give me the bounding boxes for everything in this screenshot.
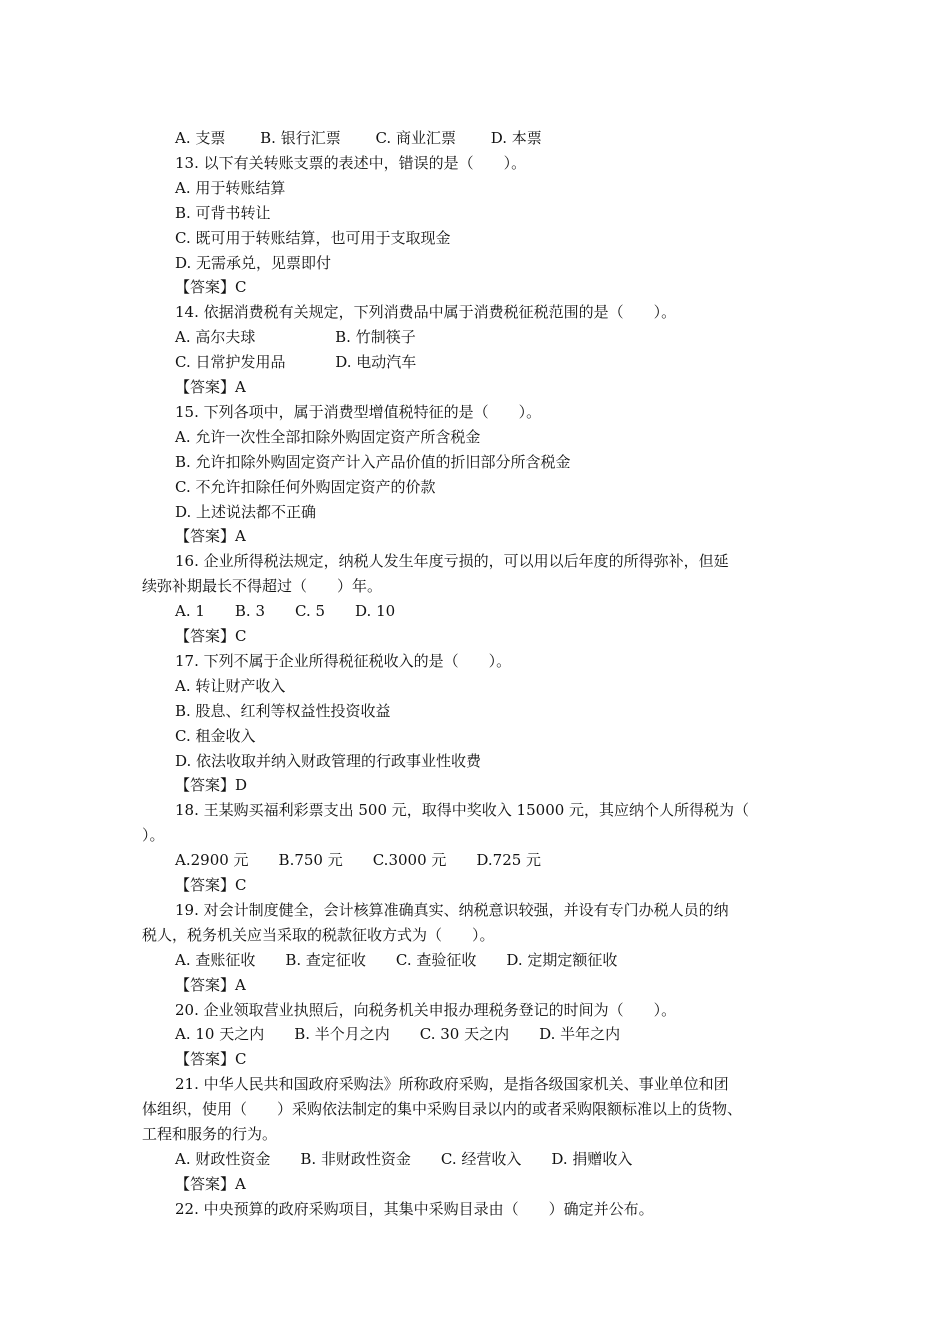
question-line: 21. 中华人民共和国政府采购法》所称政府采购，是指各级国家机关、事业单位和团 — [175, 1075, 729, 1094]
option-line: A.2900 元 B.750 元 C.3000 元 D.725 元 — [175, 851, 542, 870]
answer-line: 【答案】C — [175, 627, 247, 645]
option-line: C. 既可用于转账结算，也可用于支取现金 — [175, 228, 451, 247]
option-line: A. 支票 B. 银行汇票 C. 商业汇票 D. 本票 — [175, 129, 542, 147]
question-line: 20. 企业领取营业执照后，向税务机关申报办理税务登记的时间为（ ）。 — [175, 1000, 677, 1019]
option-line: D. 依法收取并纳入财政管理的行政事业性收费 — [175, 751, 482, 770]
text-line: 续弥补期最长不得超过（ ）年。 — [142, 577, 383, 596]
answer-line: 【答案】C — [175, 278, 247, 297]
option-line: A. 1 B. 3 C. 5 D. 10 — [175, 602, 396, 621]
question-line: 18. 王某购买福利彩票支出 500 元，取得中奖收入 15000 元，其应纳个人所得税为（ — [175, 801, 750, 820]
question-line: 22. 中央预算的政府采购项目，其集中采购目录由（ ）确定并公布。 — [175, 1199, 654, 1218]
option-line: A. 财政性资金 B. 非财政性资金 C. 经营收入 D. 捐赠收入 — [175, 1149, 633, 1168]
option-line: C. 日常护发用品 D. 电动汽车 — [175, 353, 417, 372]
option-line: B. 股息、红利等权益性投资收益 — [175, 701, 391, 720]
option-line: D. 无需承兑，见票即付 — [175, 253, 332, 272]
question-line: 16. 企业所得税法规定，纳税人发生年度亏损的，可以用以后年度的所得弥补，但延 — [175, 552, 729, 571]
answer-line: 【答案】C — [175, 876, 247, 894]
option-line: D. 上述说法都不正确 — [175, 502, 317, 521]
text-line: 税人，税务机关应当采取的税款征收方式为（ ）。 — [142, 925, 495, 944]
answer-line: 【答案】A — [175, 975, 246, 994]
option-line: B. 允许扣除外购固定资产计入产品价值的折旧部分所含税金 — [175, 452, 571, 471]
question-line: 14. 依据消费税有关规定，下列消费品中属于消费税征税范围的是（ ）。 — [175, 303, 677, 322]
option-line: A. 允许一次性全部扣除外购固定资产所含税金 — [175, 427, 481, 446]
answer-line: 【答案】C — [175, 1050, 247, 1069]
text-line: 工程和服务的行为。 — [142, 1125, 278, 1143]
text-line: 体组织，使用（ ）采购依法制定的集中采购目录以内的或者采购限额标准以上的货物、 — [142, 1100, 743, 1119]
text-line: ）。 — [142, 826, 165, 845]
option-line: A. 转让财产收入 — [175, 676, 286, 695]
option-line: A. 高尔夫球 B. 竹制筷子 — [175, 328, 416, 347]
answer-line: 【答案】A — [175, 1174, 246, 1193]
option-line: A. 10 天之内 B. 半个月之内 C. 30 天之内 D. 半年之内 — [175, 1025, 621, 1044]
answer-line: 【答案】D — [175, 776, 248, 795]
question-line: 13. 以下有关转账支票的表述中，错误的是（ ）。 — [175, 153, 527, 172]
option-line: A. 用于转账结算 — [175, 178, 286, 197]
question-line: 19. 对会计制度健全，会计核算准确真实、纳税意识较强，并设有专门办税人员的纳 — [175, 900, 729, 919]
question-line: 17. 下列不属于企业所得税征税收入的是（ ）。 — [175, 651, 512, 670]
question-line: 15. 下列各项中，属于消费型增值税特征的是（ ）。 — [175, 402, 542, 421]
option-line: C. 不允许扣除任何外购固定资产的价款 — [175, 477, 436, 496]
option-line: A. 查账征收 B. 查定征收 C. 查验征收 D. 定期定额征收 — [175, 950, 618, 969]
option-line: C. 租金收入 — [175, 726, 256, 745]
answer-line: 【答案】A — [175, 527, 246, 546]
option-line: B. 可背书转让 — [175, 203, 271, 222]
answer-line: 【答案】A — [175, 378, 246, 396]
